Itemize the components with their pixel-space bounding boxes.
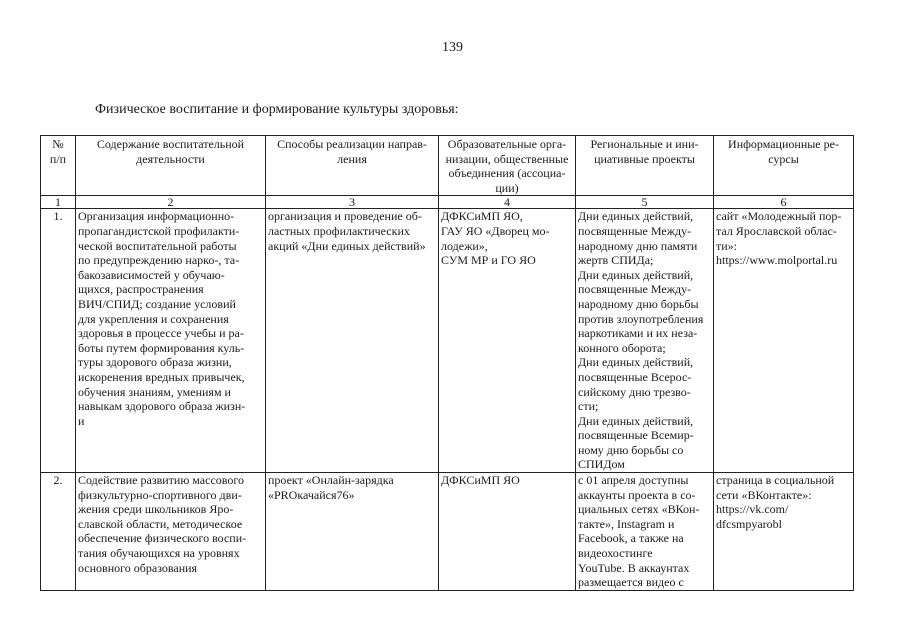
header-organizations: Образовательные орга- низации, общественные объединения (ассоциа- ции)	[439, 136, 576, 196]
section-heading: Физическое воспитание и формирование культуры здоровья:	[95, 102, 459, 117]
row-number: 2.	[41, 473, 76, 591]
column-number: 6	[714, 196, 854, 209]
cell-content: Организация информационно- пропагандистской профилакти- ческой воспитательной работы по предупреждению нарко-, та- бакозависимостей у обучаю- щихся, распространения ВИЧ/СПИД; создание условий для укрепления и сохранения здоровья в процессе учебы и ра- боты путем формирования куль- туры здорового образа жизни, искоренения вредных привычек, обучения знаниям, умениям и навыкам здорового образа жизн- и	[76, 209, 266, 473]
header-methods: Способы реализации направ- ления	[266, 136, 439, 196]
table-row	[41, 473, 854, 591]
header-row	[41, 136, 854, 196]
column-number-row	[41, 196, 854, 209]
header-num: № п/п	[41, 136, 76, 196]
page-number: 139	[442, 40, 463, 55]
cell-organizations: ДФКСиМП ЯО	[439, 473, 576, 591]
row-number: 1.	[41, 209, 76, 473]
activities-table	[40, 135, 854, 591]
cell-content: Содействие развитию массового физкультурно-спортивного дви- жения среди школьников Яро- славской области, методическое обеспечение физического воспи- тания обучающихся на уровнях основного образования	[76, 473, 266, 591]
cell-organizations: ДФКСиМП ЯО, ГАУ ЯО «Дворец мо- лодежи», СУМ МР и ГО ЯО	[439, 209, 576, 473]
column-number: 4	[439, 196, 576, 209]
column-number: 5	[576, 196, 714, 209]
header-content: Содержание воспитательной деятельности	[76, 136, 266, 196]
cell-resources: сайт «Молодежный пор- тал Ярославской облас- ти»: https://www.molportal.ru	[714, 209, 854, 473]
cell-methods: организация и проведение об- ластных профилактических акций «Дни единых действий»	[266, 209, 439, 473]
header-projects: Региональные и ини- циативные проекты	[576, 136, 714, 196]
header-resources: Информационные ре- сурсы	[714, 136, 854, 196]
cell-projects: с 01 апреля доступны аккаунты проекта в со- циальных сетях «ВКон- такте», Instagram и Facebook, а также на видеохостинге YouTube. В аккаунтах размещается видео с	[576, 473, 714, 591]
cell-methods: проект «Онлайн-зарядка «PROкачайся76»	[266, 473, 439, 591]
cell-resources: страница в социальной сети «ВКонтакте»: https://vk.com/ dfcsmpyarobl	[714, 473, 854, 591]
column-number: 1	[41, 196, 76, 209]
cell-projects: Дни единых действий, посвященные Между- народному дню памяти жертв СПИДа; Дни единых действий, посвященные Между- народному дню борьбы против злоупотребления наркотиками и их неза- конного оборота; Дни единых действий, посвященные Всерос- сийскому дню трезво- сти; Дни единых действий, посвященные Всемир- ному дню борьбы со СПИДом	[576, 209, 714, 473]
column-number: 2	[76, 196, 266, 209]
column-number: 3	[266, 196, 439, 209]
table-row	[41, 209, 854, 473]
